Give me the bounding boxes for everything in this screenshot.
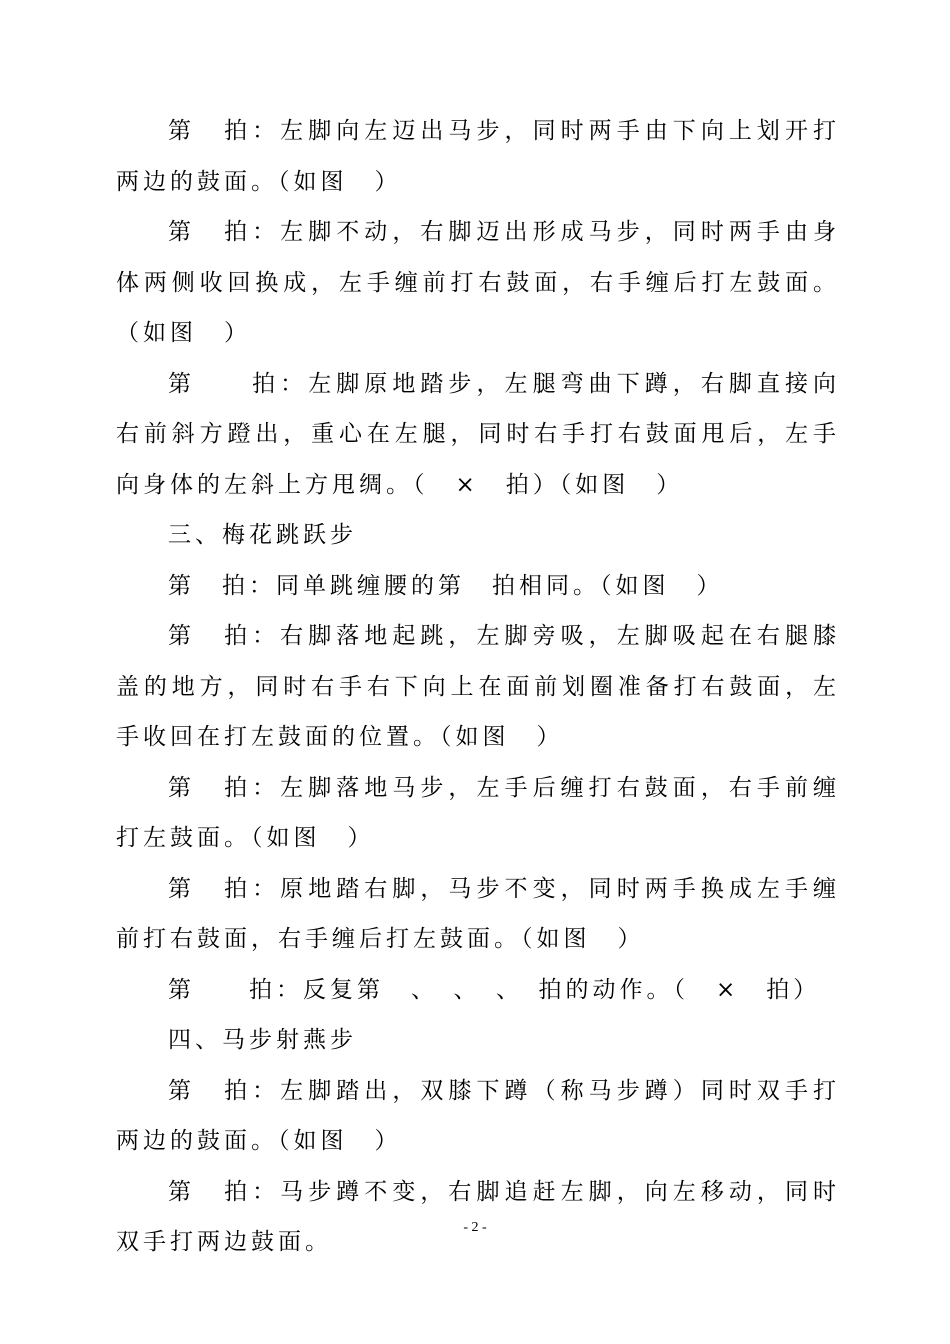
paragraph: 第 拍：马步蹲不变，右脚追赶左脚，向左移动，同时双手打两边鼓面。 (116, 1178, 840, 1255)
paragraph: 第 拍：左脚落地马步，左手后缠打右鼓面，右手前缠打左鼓面。（如图 ） (116, 774, 840, 851)
paragraph: 第 拍：左脚原地踏步，左腿弯曲下蹲，右脚直接向右前斜方蹬出，重心在左腿，同时右手打右鼓面甩后，左手向身体的左斜上方甩绸。（ × 拍）（如图 ） (116, 370, 840, 498)
section-heading: 四、马步射燕步 (168, 1027, 357, 1053)
paragraph: 第 拍：反复第 、 、 、 拍的动作。（ × 拍） (168, 976, 821, 1003)
paragraph: 第 拍：左脚向左迈出马步，同时两手由下向上划开打两边的鼓面。（如图 ） (116, 118, 840, 195)
document-body (116, 106, 840, 1268)
paragraph: 第 拍：同单跳缠腰的第 拍相同。（如图 ） (168, 572, 724, 599)
paragraph: 第 拍：右脚落地起跳，左脚旁吸，左脚吸起在右腿膝盖的地方，同时右手右下向上在面前划圈准备打右鼓面，左手收回在打左鼓面的位置。（如图 ） (116, 623, 840, 750)
section-heading: 三、梅花跳跃步 (168, 522, 357, 548)
paragraph: 第 拍：左脚不动，右脚迈出形成马步，同时两手由身体两侧收回换成，左手缠前打右鼓面，右手缠后打左鼓面。（如图 ） (116, 219, 840, 346)
page-number: - 2 - (463, 1220, 487, 1235)
paragraph: 第 拍：左脚踏出，双膝下蹲（称马步蹲）同时双手打两边的鼓面。（如图 ） (116, 1077, 840, 1154)
paragraph: 第 拍：原地踏右脚，马步不变，同时两手换成左手缠前打右鼓面，右手缠后打左鼓面。（如图 ） (116, 875, 840, 952)
